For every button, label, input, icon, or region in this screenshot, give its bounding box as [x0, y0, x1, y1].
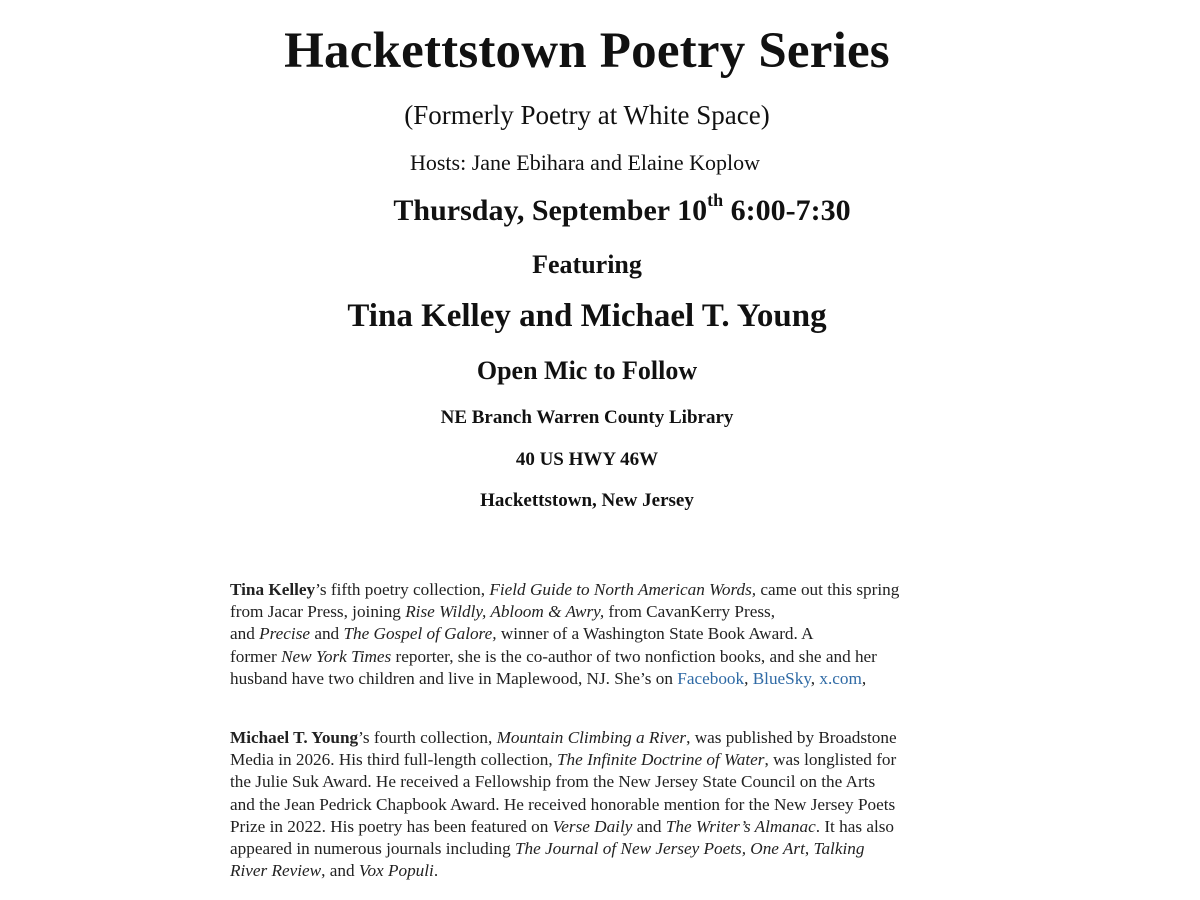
page-title: Hackettstown Poetry Series	[284, 23, 890, 79]
bio-text: , was published by Broadstone	[686, 728, 897, 747]
poet-name: Tina Kelley	[230, 580, 316, 599]
book-title: Field Guide to North American Words,	[489, 580, 757, 599]
x-com-link[interactable]: x.com	[819, 668, 862, 688]
bio-line	[230, 838, 950, 860]
bio-line	[230, 727, 950, 749]
publication-name: River Review	[230, 861, 322, 881]
trailing-comma: ,	[861, 668, 867, 688]
bio-text: reporter, she is the co-author of two nonfiction books, and she and her	[391, 646, 877, 666]
event-date-text: Thursday, September 10	[393, 194, 708, 227]
bio-text: and	[230, 624, 260, 644]
publication-name: The Journal of New Jersey Poets, One Art	[514, 839, 805, 859]
poet-name: Michael T. Young	[230, 728, 359, 747]
open-mic-notice: Open Mic to Follow	[476, 356, 698, 385]
hosts-line: Hosts: Jane Ebihara and Elaine Koplow	[409, 150, 761, 175]
separator: ,	[810, 668, 820, 688]
bio-text: , and	[321, 861, 359, 881]
venue-city: Hackettstown, New Jersey	[480, 490, 694, 511]
bio-tina-kelley	[230, 579, 950, 690]
book-title: The Gospel of Galore,	[343, 624, 497, 644]
bio-text: ’s fifth poetry collection,	[315, 580, 490, 599]
bio-text: , was longlisted for	[764, 750, 897, 770]
featured-poets: Tina Kelley and Michael T. Young	[347, 298, 827, 334]
bio-text: ,	[804, 839, 814, 859]
bio-text: former	[230, 646, 282, 666]
bluesky-link[interactable]: BlueSky	[752, 668, 811, 688]
bio-text: and	[310, 624, 344, 644]
bio-text: came out this spring	[756, 580, 900, 599]
venue-address: 40 US HWY 46W	[515, 449, 659, 470]
bio-line	[230, 860, 950, 882]
bio-line	[230, 816, 950, 838]
venue-name: NE Branch Warren County Library	[440, 407, 734, 428]
subtitle: (Formerly Poetry at White Space)	[404, 100, 770, 130]
bio-text: appeared in numerous journals including	[230, 839, 515, 859]
bio-michael-t-young	[230, 727, 950, 882]
bio-text: and	[632, 816, 666, 836]
bio-text: Prize in 2022. His poetry has been featured on	[230, 816, 553, 836]
bio-line: and the Jean Pedrick Chapbook Award. He received honorable mention for the New Jersey Poets	[230, 794, 896, 814]
bio-text: .	[433, 861, 439, 881]
bio-line	[230, 668, 950, 690]
separator: ,	[744, 668, 753, 688]
publication-name: New York Times	[281, 646, 392, 666]
bio-text: from CavanKerry Press,	[604, 602, 776, 622]
bio-text: . It has also	[815, 816, 895, 836]
bio-text: ’s fourth collection,	[358, 728, 497, 747]
bio-line	[230, 623, 950, 645]
bio-line: the Julie Suk Award. He received a Fellowship from the New Jersey State Council on the Arts	[230, 772, 876, 792]
facebook-link[interactable]: Facebook	[677, 668, 745, 688]
publication-name: Verse Daily	[552, 816, 633, 836]
event-date	[0, 190, 1200, 228]
event-time: 6:00-7:30	[723, 194, 851, 227]
book-title: Precise	[259, 624, 311, 644]
date-ordinal-suffix: th	[707, 190, 724, 210]
featuring-label: Featuring	[532, 250, 642, 279]
bio-text: winner of a Washington State Book Award. A	[496, 624, 814, 644]
book-title: Rise Wildly, Abloom & Awry,	[405, 602, 605, 622]
bio-line	[230, 646, 950, 668]
bio-text: Media in 2026. His third full-length collection,	[230, 750, 557, 770]
book-title: Mountain Climbing a River	[496, 728, 687, 747]
bio-line	[230, 579, 950, 601]
book-title: The Infinite Doctrine of Water	[556, 750, 765, 770]
bio-line	[230, 601, 950, 623]
bio-text: husband have two children and live in Maplewood, NJ. She’s on	[230, 668, 678, 688]
bio-text: from Jacar Press, joining	[230, 602, 406, 622]
publication-name: Vox Populi	[358, 861, 434, 881]
publication-name: The Writer’s Almanac	[665, 816, 816, 836]
publication-name: Talking	[813, 839, 865, 859]
bio-line	[230, 749, 950, 771]
